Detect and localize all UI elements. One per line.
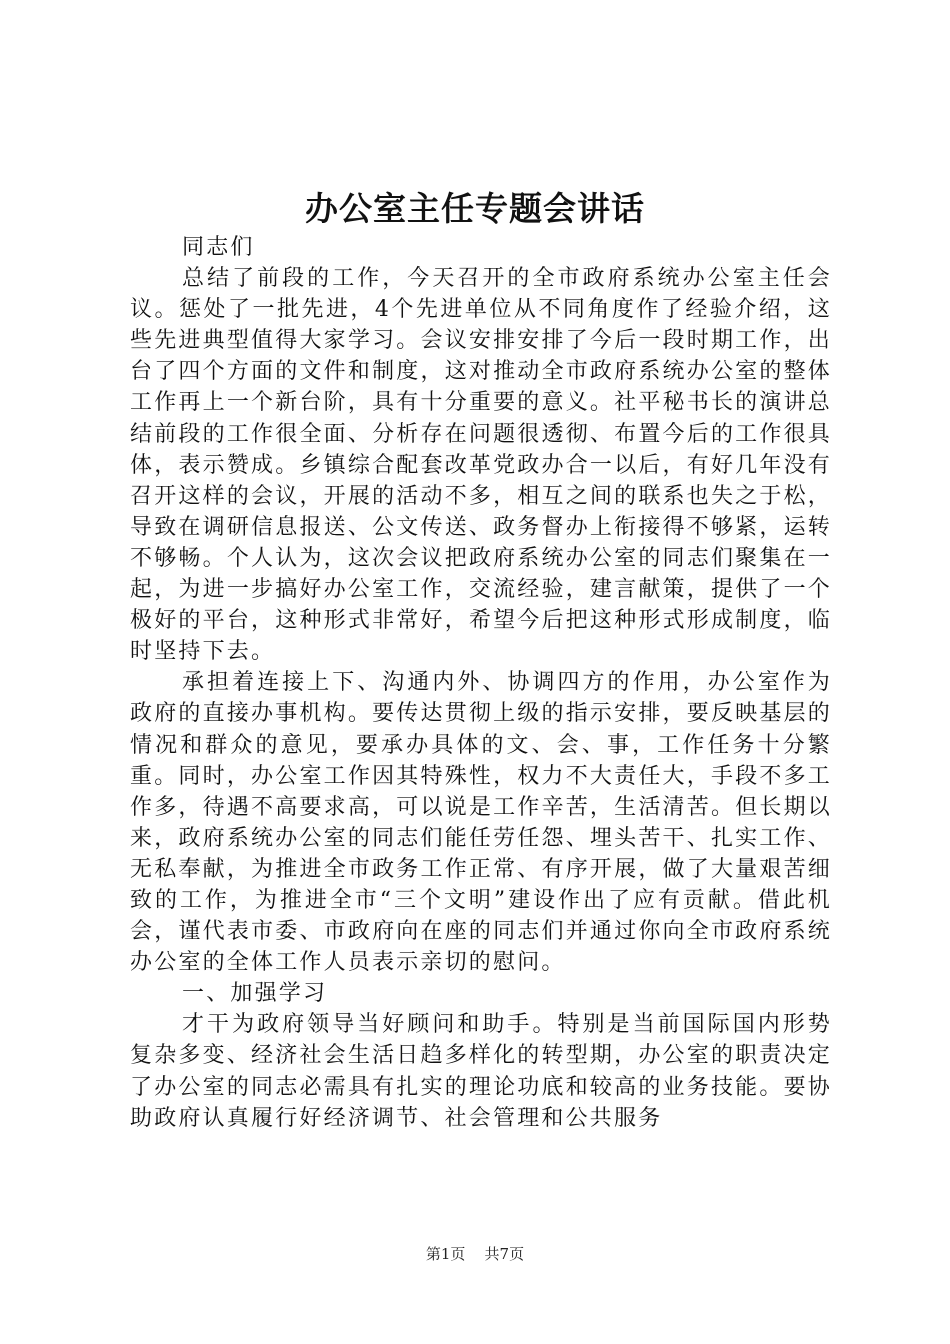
page-footer: [0, 1243, 950, 1265]
page-number: 第1页: [425, 1245, 466, 1263]
salutation-paragraph: 同志们: [182, 235, 255, 260]
body-paragraph: 总结了前段的工作，今天召开的全市政府系统办公室主任会议。惩处了一批先进，4个先进单位从不同角度作了经验介绍，这些先进典型值得大家学习。会议安排安排了今后一段时期工作，出台了四个方面的文件和制度，这对推动全市政府系统办公室的整体工作再上一个新台阶，具有十分重要的意义。社平秘书长的演讲总结前段的工作很全面、分析存在问题很透彻、布置今后的工作很具体，表示赞成。乡镇综合配套改革党政办合一以后，有好几年没有召开这样的会议，开展的活动不多，相互之间的联系也失之于松，导致在调研信息报送、公文传送、政务督办上衔接得不够紧，运转不够畅。个人认为，这次会议把政府系统办公室的同志们聚集在一起，为进一步搞好办公室工作，交流经验，建言献策，提供了一个极好的平台，这种形式非常好，希望今后把这种形式形成制度，临时坚持下去。: [130, 266, 832, 665]
document-title: 办公室主任专题会讲话: [305, 189, 645, 228]
body-paragraph: 才干为政府领导当好顾问和助手。特别是当前国际国内形势复杂多变、经济社会生活日趋多样化的转型期，办公室的职责决定了办公室的同志必需具有扎实的理论功底和较高的业务技能。要协助政府认真履行好经济调节、社会管理和公共服务: [130, 1012, 832, 1131]
body-paragraph: 承担着连接上下、沟通内外、协调四方的作用，办公室作为政府的直接办事机构。要传达贯彻上级的指示安排，要反映基层的情况和群众的意见，要承办具体的文、会、事，工作任务十分繁重。同时，办公室工作因其特殊性，权力不大责任大，手段不多工作多，待遇不高要求高，可以说是工作辛苦，生活清苦。但长期以来，政府系统办公室的同志们能任劳任怨、埋头苦干、扎实工作、无私奉献，为推进全市政务工作正常、有序开展，做了大量艰苦细致的工作，为推进全市“三个文明”建设作出了应有贡献。借此机会，谨代表市委、市政府向在座的同志们并通过你向全市政府系统办公室的全体工作人员表示亲切的慰问。: [130, 670, 832, 976]
footer-spacer: [470, 1245, 480, 1263]
section-heading: 一、加强学习: [182, 981, 328, 1007]
document-body: [130, 232, 832, 1134]
page-total: 共7页: [484, 1245, 525, 1263]
